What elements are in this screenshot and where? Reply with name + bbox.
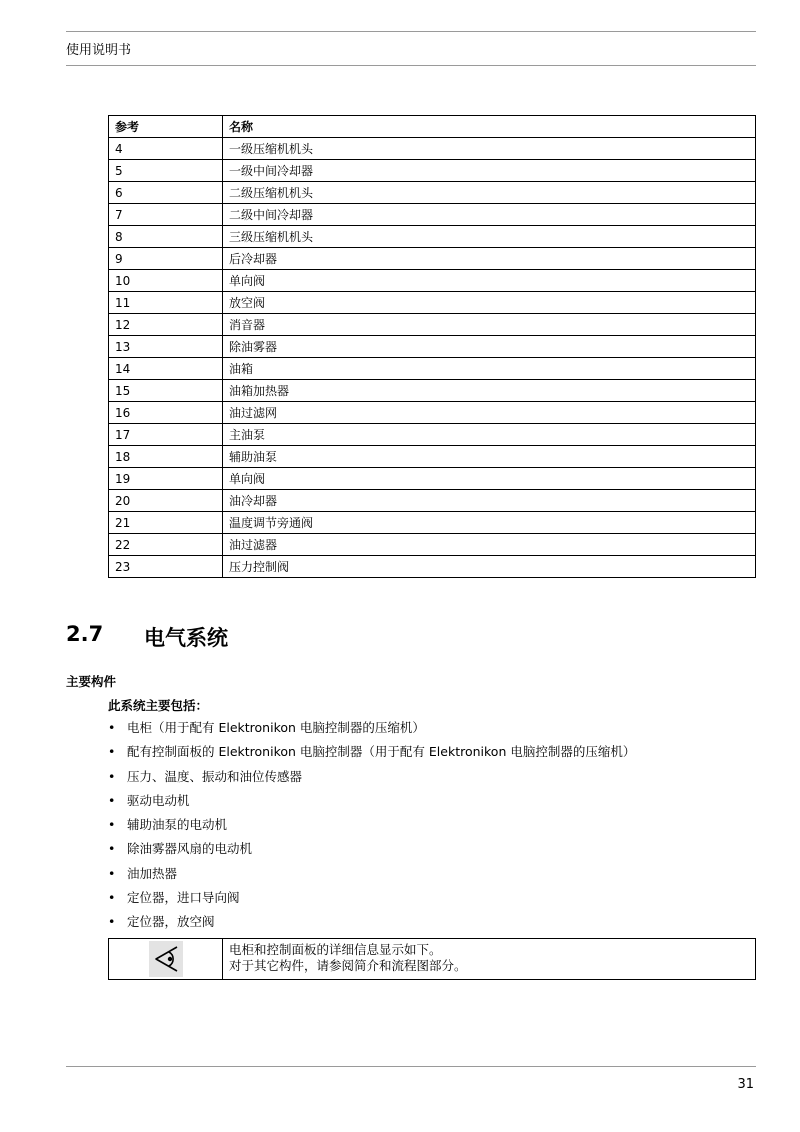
table-row xyxy=(109,424,756,446)
eye-icon xyxy=(149,941,183,977)
name-cell: 二级中间冷却器 xyxy=(223,204,756,226)
column-header-ref: 参考 xyxy=(109,116,223,138)
name-cell: 单向阀 xyxy=(223,270,756,292)
table-row xyxy=(109,358,756,380)
name-cell: 一级压缩机机头 xyxy=(223,138,756,160)
table-row xyxy=(109,468,756,490)
table-row xyxy=(109,446,756,468)
name-cell: 压力控制阀 xyxy=(223,556,756,578)
list-item-text: 定位器，进口导向阀 xyxy=(127,890,240,906)
header-bottom-rule xyxy=(66,65,756,66)
table-row xyxy=(109,336,756,358)
ref-cell: 11 xyxy=(109,292,223,314)
ref-cell: 19 xyxy=(109,468,223,490)
table-header-row xyxy=(109,116,756,138)
table-row xyxy=(109,380,756,402)
list-item-text: 辅助油泵的电动机 xyxy=(127,817,228,833)
name-cell: 油箱加热器 xyxy=(223,380,756,402)
bullet-marker: • xyxy=(108,890,116,906)
ref-cell: 22 xyxy=(109,534,223,556)
column-header-name: 名称 xyxy=(223,116,756,138)
table-row xyxy=(109,204,756,226)
table-row xyxy=(109,138,756,160)
page-number: 31 xyxy=(737,1077,754,1092)
list-item-text: 定位器，放空阀 xyxy=(127,914,215,930)
reference-table xyxy=(108,115,756,578)
ref-cell: 6 xyxy=(109,182,223,204)
bullet-marker: • xyxy=(108,841,116,857)
ref-cell: 12 xyxy=(109,314,223,336)
list-item-text: 驱动电动机 xyxy=(127,792,190,808)
header-title: 使用说明书 xyxy=(66,43,132,58)
list-item-text: 除油雾器风扇的电动机 xyxy=(127,841,253,857)
ref-cell: 21 xyxy=(109,512,223,534)
table-row xyxy=(109,182,756,204)
ref-cell: 20 xyxy=(109,490,223,512)
note-line-1: 电柜和控制面板的详细信息显示如下。 xyxy=(229,942,442,957)
bullet-marker: • xyxy=(108,744,116,760)
section-title: 电气系统 xyxy=(144,626,228,650)
table-row xyxy=(109,160,756,182)
name-cell: 一级中间冷却器 xyxy=(223,160,756,182)
bullet-marker: • xyxy=(108,792,116,808)
section-number: 2.7 xyxy=(66,622,104,646)
bullet-marker: • xyxy=(108,865,116,881)
name-cell: 油冷却器 xyxy=(223,490,756,512)
name-cell: 消音器 xyxy=(223,314,756,336)
ref-cell: 8 xyxy=(109,226,223,248)
bullet-marker: • xyxy=(108,817,116,833)
name-cell: 油过滤网 xyxy=(223,402,756,424)
list-item-text: 配有控制面板的 Elektronikon 电脑控制器（用于配有 Elektronikon 电脑控制器的压缩机） xyxy=(127,744,636,760)
component-list xyxy=(108,719,635,938)
ref-cell: 13 xyxy=(109,336,223,358)
name-cell: 单向阀 xyxy=(223,468,756,490)
name-cell: 后冷却器 xyxy=(223,248,756,270)
list-item-text: 油加热器 xyxy=(127,865,178,881)
list-item xyxy=(108,743,635,767)
list-item xyxy=(108,792,635,816)
header-top-rule xyxy=(66,31,756,32)
name-cell: 油过滤器 xyxy=(223,534,756,556)
name-cell: 除油雾器 xyxy=(223,336,756,358)
table-row xyxy=(109,226,756,248)
subheading: 主要构件 xyxy=(66,674,117,689)
ref-cell: 10 xyxy=(109,270,223,292)
list-item-text: 压力、温度、振动和油位传感器 xyxy=(127,768,303,784)
bullet-marker: • xyxy=(108,720,116,735)
table-row xyxy=(109,490,756,512)
bullet-marker: • xyxy=(108,768,116,784)
name-cell: 三级压缩机机头 xyxy=(223,226,756,248)
ref-cell: 16 xyxy=(109,402,223,424)
list-item xyxy=(108,913,635,937)
ref-cell: 17 xyxy=(109,424,223,446)
table-row xyxy=(109,534,756,556)
name-cell: 辅助油泵 xyxy=(223,446,756,468)
note-box xyxy=(108,938,756,980)
name-cell: 温度调节旁通阀 xyxy=(223,512,756,534)
list-item xyxy=(108,865,635,889)
table-row xyxy=(109,248,756,270)
intro-text: 此系统主要包括： xyxy=(108,698,209,713)
list-item xyxy=(108,840,635,864)
name-cell: 放空阀 xyxy=(223,292,756,314)
ref-cell: 14 xyxy=(109,358,223,380)
list-item xyxy=(108,816,635,840)
table-row xyxy=(109,270,756,292)
list-item xyxy=(108,768,635,792)
list-item-text: 电柜（用于配有 Elektronikon 电脑控制器的压缩机） xyxy=(127,720,425,735)
name-cell: 油箱 xyxy=(223,358,756,380)
note-line-2: 对于其它构件，请参阅简介和流程图部分。 xyxy=(229,958,467,973)
name-cell: 二级压缩机机头 xyxy=(223,182,756,204)
note-text xyxy=(223,939,467,979)
ref-cell: 18 xyxy=(109,446,223,468)
table-row xyxy=(109,314,756,336)
table-row xyxy=(109,512,756,534)
ref-cell: 15 xyxy=(109,380,223,402)
list-item xyxy=(108,889,635,913)
ref-cell: 9 xyxy=(109,248,223,270)
table-body xyxy=(109,138,756,578)
table-row xyxy=(109,556,756,578)
name-cell: 主油泵 xyxy=(223,424,756,446)
ref-cell: 4 xyxy=(109,138,223,160)
note-icon-cell xyxy=(109,939,223,979)
footer-rule xyxy=(66,1066,756,1067)
list-item xyxy=(108,719,635,743)
table-row xyxy=(109,292,756,314)
bullet-marker: • xyxy=(108,914,116,930)
ref-cell: 23 xyxy=(109,556,223,578)
ref-cell: 5 xyxy=(109,160,223,182)
ref-cell: 7 xyxy=(109,204,223,226)
table-row xyxy=(109,402,756,424)
